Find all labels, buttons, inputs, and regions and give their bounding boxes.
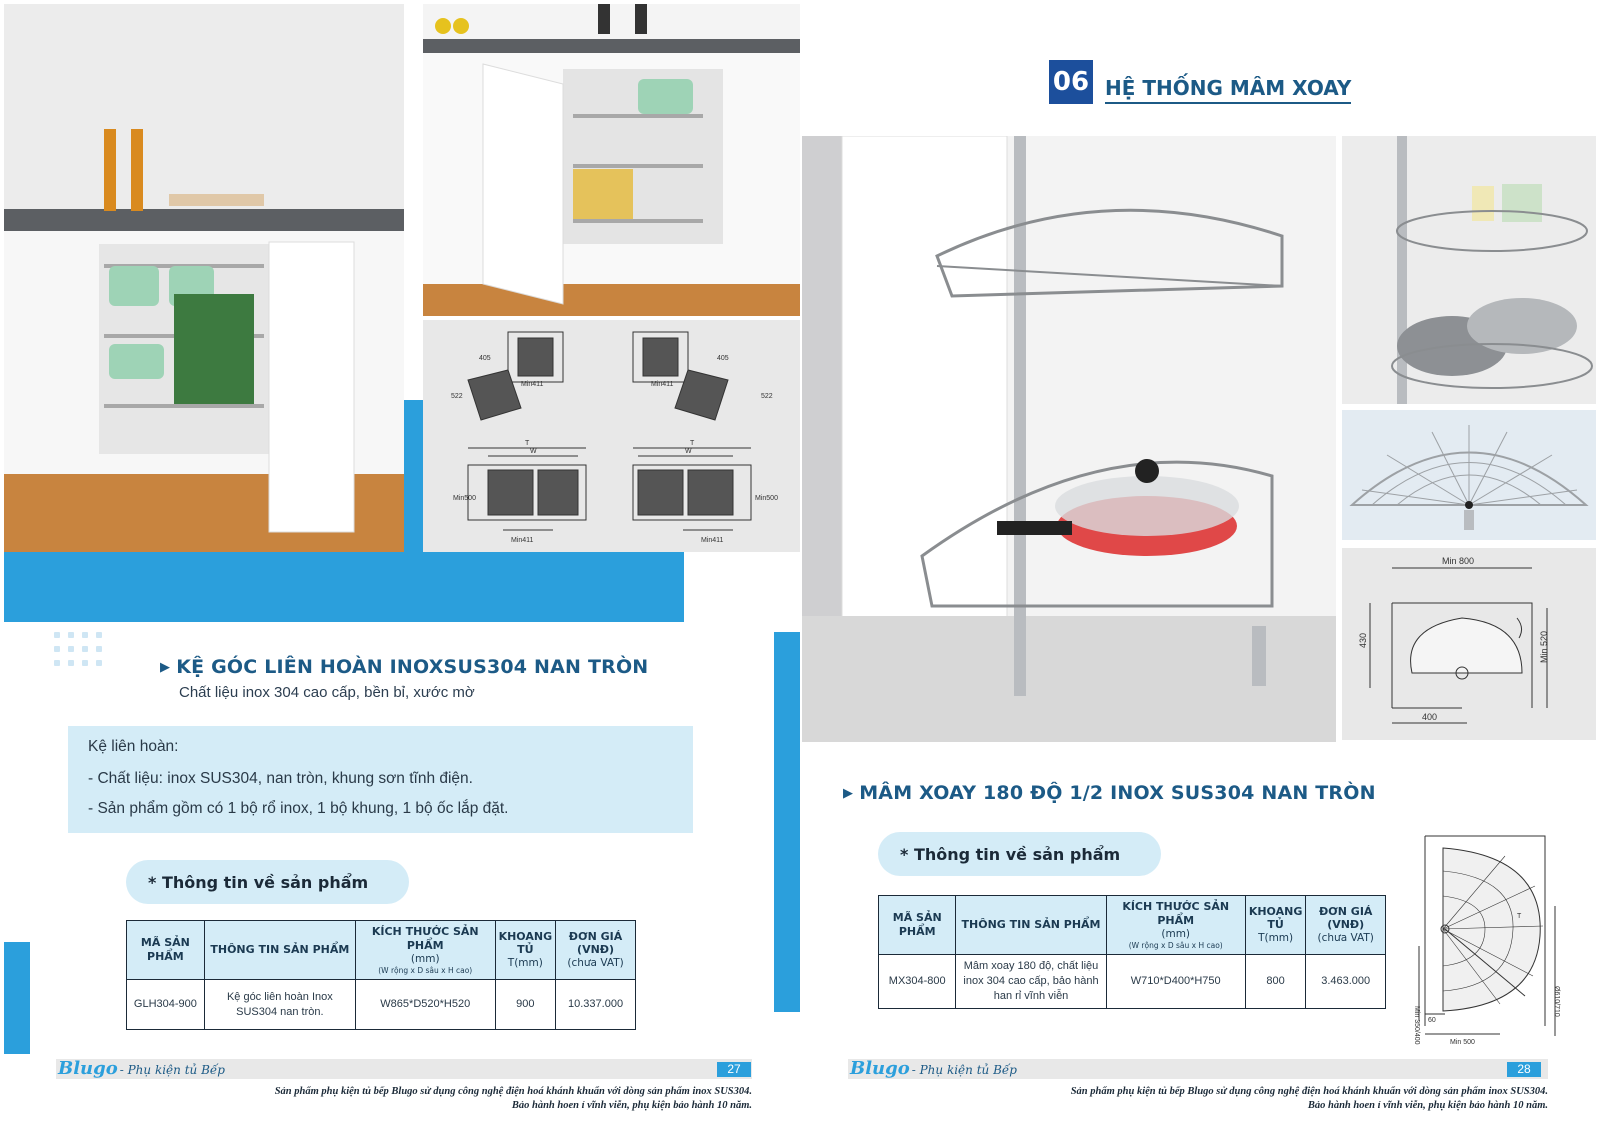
brand-tagline: - Phụ kiện tủ Bếp bbox=[119, 1063, 225, 1077]
dim-400: 400 bbox=[1422, 712, 1438, 722]
cell-size: W865*D520*H520 bbox=[355, 980, 495, 1030]
cell-cabinet: 800 bbox=[1245, 955, 1306, 1009]
th-code: MÃ SẢN PHẨM bbox=[879, 896, 956, 955]
blugo-logo: Blugo bbox=[850, 1058, 910, 1079]
dim-min411-bottom-left: Min411 bbox=[511, 537, 534, 544]
dim-min350: Min 350/400 bbox=[1413, 1006, 1420, 1045]
product-title-right: ▶ MÂM XOAY 180 ĐỘ 1/2 INOX SUS304 NAN TRÒN bbox=[843, 782, 1376, 804]
blugo-logo: Blugo bbox=[58, 1058, 118, 1079]
dim-405-right: 405 bbox=[717, 355, 729, 362]
info-pill-right: * Thông tin về sản phẩm bbox=[878, 832, 1161, 876]
dim-522-right: 522 bbox=[761, 393, 773, 400]
th-price: ĐƠN GIÁ (VNĐ) (chưa VAT) bbox=[556, 921, 636, 980]
spec-table-left bbox=[126, 920, 636, 1030]
cell-size: W710*D400*H750 bbox=[1106, 955, 1245, 1009]
th-info: THÔNG TIN SẢN PHẨM bbox=[204, 921, 355, 980]
description-box-left bbox=[68, 726, 693, 833]
product-subtitle-left: Chất liệu inox 304 cao cấp, bền bỉ, xước mờ bbox=[179, 684, 475, 701]
brand-tagline: - Phụ kiện tủ Bếp bbox=[911, 1063, 1017, 1077]
dim-t-left: T bbox=[525, 440, 530, 447]
dim-t-right: T bbox=[690, 440, 695, 447]
th-size: KÍCH THƯỚC SẢN PHẨM (mm) (W rộng x D sâu x H cao) bbox=[1106, 896, 1245, 955]
photo-tray-with-pots bbox=[1342, 136, 1596, 404]
diagram-tray-side bbox=[1405, 826, 1565, 1046]
cell-price: 3.463.000 bbox=[1306, 955, 1386, 1009]
info-pill-left: * Thông tin về sản phẩm bbox=[126, 860, 409, 904]
cell-code: MX304-800 bbox=[879, 955, 956, 1009]
dim-405-left: 405 bbox=[479, 355, 491, 362]
dim-min411-left: Min411 bbox=[521, 381, 544, 388]
brand-right bbox=[850, 1058, 1017, 1079]
table-row bbox=[127, 980, 636, 1030]
cell-code: GLH304-900 bbox=[127, 980, 205, 1030]
table-row bbox=[879, 955, 1386, 1009]
th-cabinet: KHOANG TỦ T(mm) bbox=[495, 921, 556, 980]
footer-note-left: Sản phẩm phụ kiện tủ bếp Blugo sử dụng công nghệ điện hoá khánh khuẩn với dòng sản phẩm inox SUS304. Bảo hành hoen ỉ vĩnh viễn, phụ kiện bảo hành 10 năm. bbox=[274, 1086, 752, 1111]
page-number-right: 28 bbox=[1507, 1062, 1541, 1077]
dim-w-right: W bbox=[685, 448, 692, 455]
dim-430: 430 bbox=[1358, 632, 1368, 648]
spec-table-right bbox=[878, 895, 1386, 1009]
section-number-badge: 06 bbox=[1049, 60, 1093, 104]
th-price: ĐƠN GIÁ (VNĐ) (chưa VAT) bbox=[1306, 896, 1386, 955]
photo-tray-product bbox=[1342, 410, 1596, 540]
dim-522-left: 522 bbox=[451, 393, 463, 400]
dots-decoration-left bbox=[54, 632, 102, 666]
dim-min411-right: Min411 bbox=[651, 381, 674, 388]
description-line-2: - Sản phẩm gồm có 1 bộ rổ inox, 1 bộ khung, 1 bộ ốc lắp đặt. bbox=[88, 800, 509, 817]
brand-left bbox=[58, 1058, 225, 1079]
blue-band-right bbox=[774, 632, 800, 1012]
dim-610: Ø610/710 bbox=[1553, 986, 1560, 1017]
description-line-1: - Chất liệu: inox SUS304, nan tròn, khung sơn tĩnh điện. bbox=[88, 770, 473, 787]
th-code: MÃ SẢN PHẨM bbox=[127, 921, 205, 980]
cell-cabinet: 900 bbox=[495, 980, 556, 1030]
dim-min411-bottom-right: Min411 bbox=[701, 537, 724, 544]
product-title-left: ▶ KỆ GÓC LIÊN HOÀN INOXSUS304 NAN TRÒN bbox=[160, 656, 649, 678]
footer-note-right: Sản phẩm phụ kiện tủ bếp Blugo sử dụng công nghệ điện hoá khánh khuẩn với dòng sản phẩm inox SUS304. Bảo hành hoen ỉ vĩnh viễn, phụ kiện bảo hành 10 năm. bbox=[1070, 1086, 1548, 1111]
th-size: KÍCH THƯỚC SẢN PHẨM (mm) (W rộng x D sâu x H cao) bbox=[355, 921, 495, 980]
triangle-bullet-icon: ▶ bbox=[843, 786, 854, 801]
dim-min520: Min 520 bbox=[1539, 630, 1549, 663]
triangle-bullet-icon: ▶ bbox=[160, 660, 171, 675]
dim-t-side: T bbox=[1517, 913, 1522, 920]
cell-info: Mâm xoay 180 độ, chất liệu inox 304 cao cấp, bảo hành han rỉ vĩnh viễn bbox=[956, 955, 1106, 1009]
dim-60: 60 bbox=[1428, 1017, 1436, 1024]
th-cabinet: KHOANG TỦ T(mm) bbox=[1245, 896, 1306, 955]
th-info: THÔNG TIN SẢN PHẨM bbox=[956, 896, 1106, 955]
section-title: HỆ THỐNG MÂM XOAY bbox=[1105, 76, 1351, 104]
diagram-tray-top bbox=[1342, 548, 1596, 740]
dim-min500-left: Min500 bbox=[453, 495, 476, 502]
photo-rotating-tray bbox=[802, 136, 1336, 742]
dim-min500-side: Min 500 bbox=[1450, 1039, 1475, 1046]
cell-info: Kệ góc liên hoàn Inox SUS304 nan tròn. bbox=[204, 980, 355, 1030]
description-heading: Kệ liên hoàn: bbox=[88, 738, 179, 755]
diagram-corner-unit bbox=[423, 320, 800, 552]
cell-price: 10.337.000 bbox=[556, 980, 636, 1030]
photo-corner-unit-door bbox=[423, 4, 800, 316]
dim-min500-right: Min500 bbox=[755, 495, 778, 502]
photo-corner-unit-open bbox=[4, 4, 404, 552]
dim-min800: Min 800 bbox=[1442, 556, 1475, 566]
page-number-left: 27 bbox=[717, 1062, 751, 1077]
dim-w-left: W bbox=[530, 448, 537, 455]
blue-band-left-bottom bbox=[4, 942, 30, 1054]
